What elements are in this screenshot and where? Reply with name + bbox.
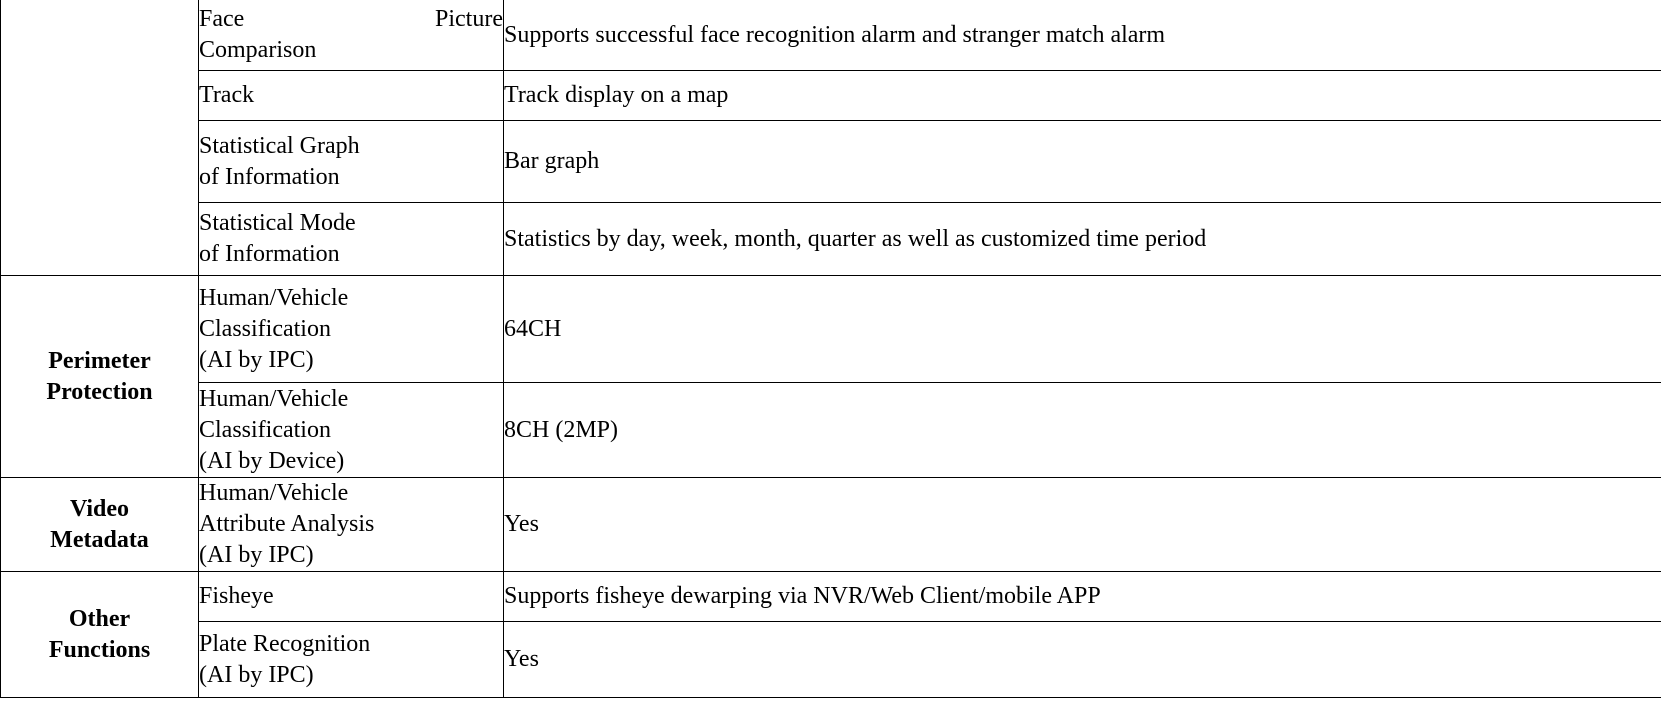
category-cell [1,572,199,698]
feature-cell [199,383,504,478]
category-line: Other [68,605,131,632]
feature-line: (AI by IPC) [199,346,314,373]
category-line: Perimeter [48,347,151,374]
category-line: Video [69,495,130,522]
feature-cell [199,622,504,698]
feature-line: Comparison [199,37,317,63]
feature-cell [199,71,504,121]
feature-line: Statistical Mode [199,210,356,236]
feature-line: Track [199,82,255,108]
table-row [1,71,1661,121]
table-row [1,121,1661,203]
feature-line: (AI by IPC) [199,542,314,568]
feature-line: of Information [199,241,340,267]
feature-cell [199,0,504,71]
value-cell: Statistics by day, week, month, quarter as well as customized time period [504,203,1661,276]
table-row [1,572,1661,622]
feature-line: Human/Vehicle [199,284,349,311]
feature-line: Attribute Analysis [199,511,375,537]
category-line: Functions [48,636,151,663]
value-cell: Track display on a map [504,71,1661,121]
value-cell: 8CH (2MP) [504,383,1661,478]
feature-line: Fisheye [199,583,274,609]
feature-line: of Information [199,163,340,190]
feature-line: Classification [199,416,331,443]
feature-line: Face Picture [199,6,503,32]
table-row [1,383,1661,478]
feature-line: Human/Vehicle [199,385,349,412]
table-row [1,622,1661,698]
feature-line: Statistical Graph [199,132,360,159]
value-cell: Supports fisheye dewarping via NVR/Web Client/mobile APP [504,572,1661,622]
category-line: Protection [46,378,153,405]
feature-cell [199,203,504,276]
feature-cell [199,121,504,203]
feature-cell [199,478,504,572]
table-row [1,478,1661,572]
value-cell: Bar graph [504,121,1661,203]
value-cell: Supports successful face recognition alarm and stranger match alarm [504,0,1661,71]
feature-line: Plate Recognition [199,630,371,657]
feature-cell [199,276,504,383]
table-row [1,276,1661,383]
category-cell [1,478,199,572]
category-cell [1,276,199,478]
feature-line: (AI by IPC) [199,661,314,688]
value-cell: Yes [504,478,1661,572]
feature-cell [199,572,504,622]
value-cell: Yes [504,622,1661,698]
feature-line: Human/Vehicle [199,480,349,506]
table-row [1,0,1661,71]
table-row [1,203,1661,276]
feature-line: (AI by Device) [199,447,345,474]
value-cell: 64CH [504,276,1661,383]
category-cell-empty [1,0,199,276]
category-line: Metadata [50,526,149,553]
feature-line: Classification [199,315,331,342]
